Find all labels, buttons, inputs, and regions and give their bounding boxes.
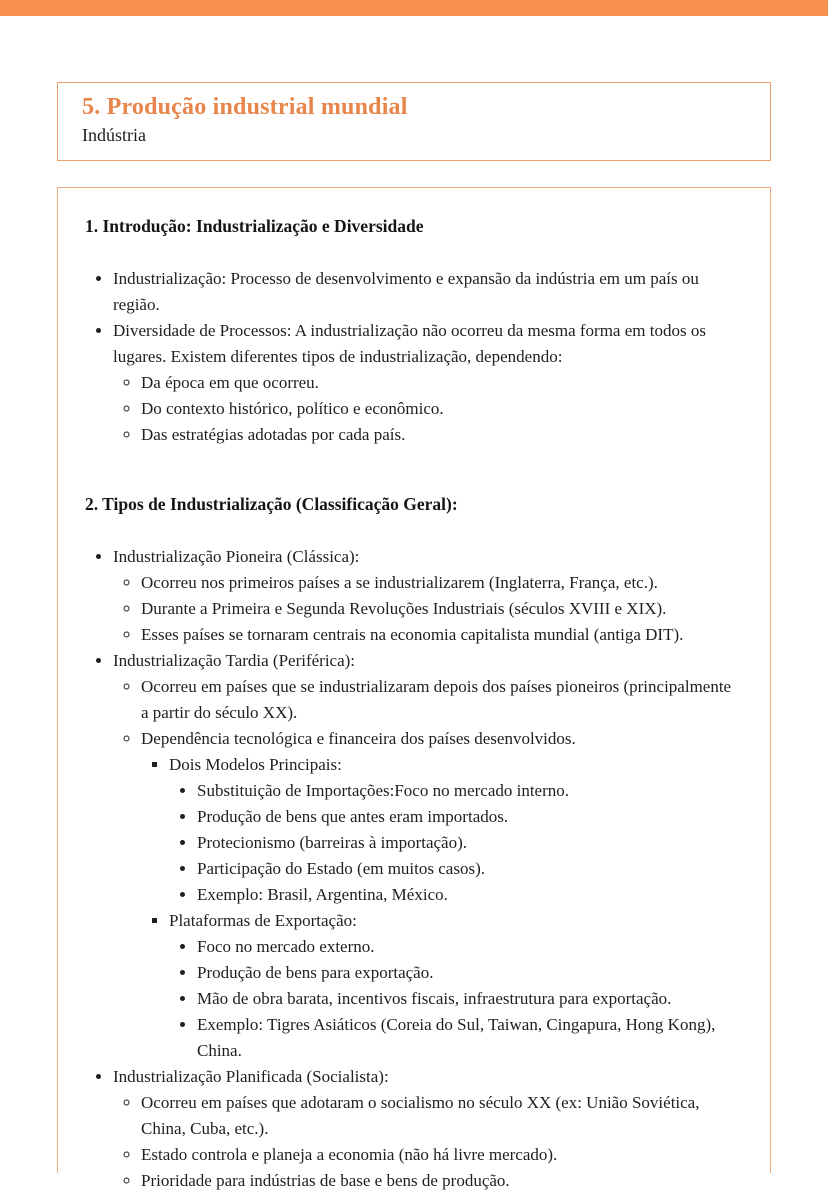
- list-item-text: Exemplo: Tigres Asiáticos (Coreia do Sul, Taiwan, Cingapura, Hong Kong), China.: [197, 1015, 716, 1060]
- bullet-list-level-0: [85, 266, 740, 448]
- list-item-text: Do contexto histórico, político e econômico.: [141, 399, 444, 418]
- list-item-text: Exemplo: Brasil, Argentina, México.: [197, 885, 448, 904]
- list-item-text: Substituição de Importações:Foco no mercado interno.: [197, 781, 570, 800]
- document-sections: [85, 214, 740, 1194]
- bullet-list-level-0: [85, 544, 740, 1194]
- list-item-text: Participação do Estado (em muitos casos).: [197, 859, 485, 878]
- title-box: [57, 82, 771, 161]
- list-item-text: Da época em que ocorreu.: [141, 373, 319, 392]
- list-item: [197, 934, 740, 960]
- list-item-text: Industrialização Planificada (Socialista):: [113, 1067, 389, 1086]
- bullet-list-level-3: [169, 778, 740, 908]
- list-item-text: Produção de bens que antes eram importados.: [197, 807, 509, 826]
- bullet-list-level-3: [169, 934, 740, 1064]
- list-item-text: Industrialização: Processo de desenvolvimento e expansão da indústria em um país ou região.: [113, 269, 699, 314]
- list-item: [141, 726, 740, 1064]
- list-item: [197, 804, 740, 830]
- list-item: [113, 544, 740, 648]
- list-item: [141, 1168, 740, 1194]
- list-item-text: Ocorreu em países que se industrializaram depois dos países pioneiros (principalmente a partir do século XX).: [141, 677, 732, 722]
- content-box: [57, 187, 771, 1190]
- list-item: [113, 1064, 740, 1194]
- list-item: [197, 986, 740, 1012]
- list-item-text: Produção de bens para exportação.: [197, 963, 434, 982]
- list-item-text: Dependência tecnológica e financeira dos países desenvolvidos.: [141, 729, 576, 748]
- list-item: [141, 622, 740, 648]
- list-item-text: Durante a Primeira e Segunda Revoluções Industriais (séculos XVIII e XIX).: [141, 599, 667, 618]
- list-item-text: Industrialização Tardia (Periférica):: [113, 651, 356, 670]
- list-item-text: Mão de obra barata, incentivos fiscais, infraestrutura para exportação.: [197, 989, 672, 1008]
- list-item: [169, 752, 740, 908]
- page-title: 5. Produção industrial mundial: [82, 94, 408, 120]
- list-item: [141, 370, 740, 396]
- list-item: [113, 318, 740, 448]
- list-item-text: Das estratégias adotadas por cada país.: [141, 425, 406, 444]
- list-item: [169, 908, 740, 1064]
- list-item-text: Dois Modelos Principais:: [169, 755, 342, 774]
- list-item-text: Prioridade para indústrias de base e bens de produção.: [141, 1171, 510, 1190]
- bullet-list-level-1: [113, 674, 740, 1064]
- section-1: [85, 214, 740, 448]
- list-item: [197, 1012, 740, 1064]
- top-accent-bar: [0, 0, 828, 16]
- list-item: [141, 570, 740, 596]
- list-item-text: Estado controla e planeja a economia (não há livre mercado).: [141, 1145, 558, 1164]
- list-item: [141, 396, 740, 422]
- bullet-list-level-1: [113, 1090, 740, 1194]
- list-item: [141, 422, 740, 448]
- list-item-text: Foco no mercado externo.: [197, 937, 375, 956]
- list-item: [197, 778, 740, 804]
- section-heading: 2. Tipos de Industrialização (Classificação Geral):: [85, 494, 458, 514]
- section-heading: 1. Introdução: Industrialização e Diversidade: [85, 216, 424, 236]
- list-item: [141, 674, 740, 726]
- bullet-list-level-1: [113, 370, 740, 448]
- list-item: [113, 266, 740, 318]
- list-item-text: Plataformas de Exportação:: [169, 911, 357, 930]
- list-item-text: Diversidade de Processos: A industrialização não ocorreu da mesma forma em todos os lugares. Existem diferentes tipos de industrialização, dependendo:: [113, 321, 706, 366]
- list-item: [141, 1142, 740, 1168]
- bullet-list-level-2: [141, 752, 740, 1064]
- list-item-text: Esses países se tornaram centrais na economia capitalista mundial (antiga DIT).: [141, 625, 684, 644]
- bullet-list-level-1: [113, 570, 740, 648]
- list-item: [197, 882, 740, 908]
- list-item: [197, 830, 740, 856]
- list-item-text: Industrialização Pioneira (Clássica):: [113, 547, 360, 566]
- list-item: [197, 856, 740, 882]
- page-subtitle: Indústria: [82, 125, 146, 145]
- list-item: [197, 960, 740, 986]
- section-2: [85, 492, 740, 1194]
- list-item-text: Protecionismo (barreiras à importação).: [197, 833, 468, 852]
- list-item: [113, 648, 740, 1064]
- list-item: [141, 596, 740, 622]
- list-item: [141, 1090, 740, 1142]
- list-item-text: Ocorreu nos primeiros países a se industrializarem (Inglaterra, França, etc.).: [141, 573, 658, 592]
- list-item-text: Ocorreu em países que adotaram o socialismo no século XX (ex: União Soviética, China, Cuba, etc.).: [141, 1093, 700, 1138]
